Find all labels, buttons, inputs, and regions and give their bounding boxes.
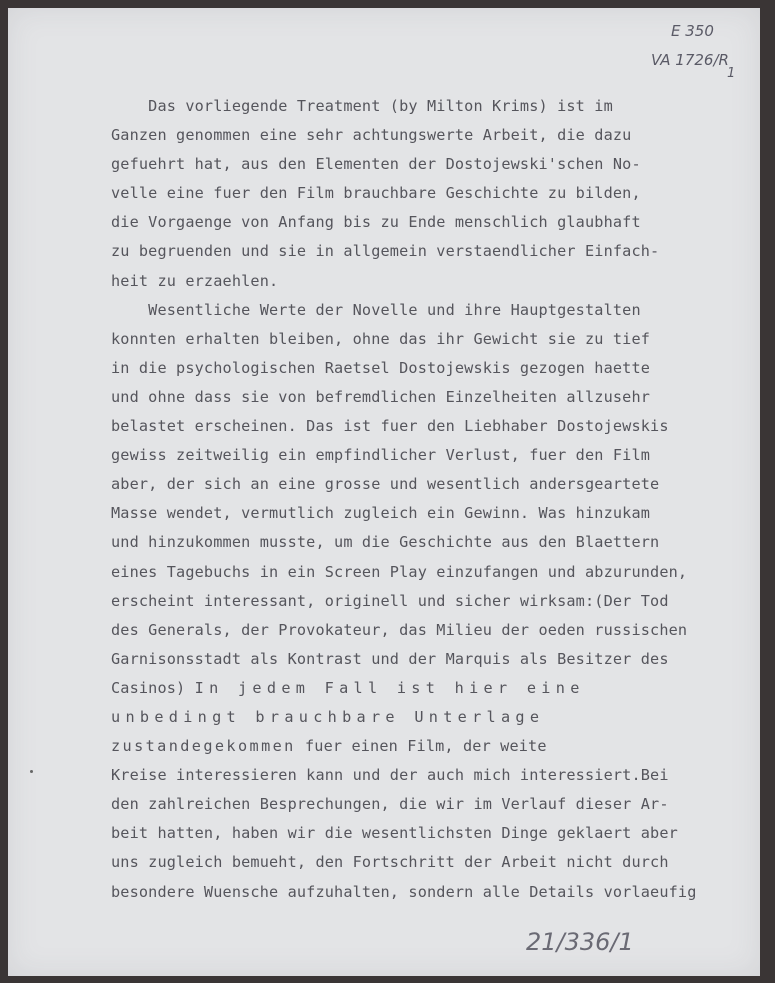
body-line: zu begruenden und sie in allgemein verstaendlicher Einfach- — [111, 242, 660, 261]
body-line: beit hatten, haben wir die wesentlichsten Dinge geklaert aber — [111, 824, 678, 843]
folio-annotation: 21/336/1 — [526, 928, 634, 956]
body-line: erscheint interessant, originell und sicher wirksam:(Der Tod — [111, 591, 669, 610]
body-line: velle eine fuer den Film brauchbare Geschichte zu bilden, — [111, 184, 641, 203]
document-page — [8, 8, 760, 976]
shelf-mark-annotation: VA 1726/R — [651, 51, 729, 69]
body-line: belastet erscheinen. Das ist fuer den Liebhaber Dostojewskis — [111, 417, 669, 436]
body-line: und hinzukommen musste, um die Geschichte aus den Blaettern — [111, 533, 660, 552]
body-line-part: Casinos) — [111, 678, 195, 697]
body-line — [111, 674, 751, 703]
body-line: eines Tagebuchs in ein Screen Play einzufangen und abzurunden, — [111, 562, 688, 581]
body-line — [111, 732, 751, 761]
archive-code-annotation: E 350 — [671, 22, 714, 40]
emphasized-text: In jedem Fall ist hier eine — [194, 678, 585, 697]
body-line: in die psychologischen Raetsel Dostojewskis gezogen haette — [111, 358, 651, 377]
body-line-part: fuer einen Film, der weite — [295, 737, 547, 756]
body-line: den zahlreichen Besprechungen, die wir im Verlauf dieser Ar- — [111, 795, 669, 814]
body-line: uns zugleich bemueht, den Fortschritt der Arbeit nicht durch — [111, 853, 669, 872]
shelf-sub-annotation: 1 — [727, 66, 736, 81]
body-line: die Vorgaenge von Anfang bis zu Ende menschlich glaubhaft — [111, 213, 641, 232]
body-line: heit zu erzaehlen. — [111, 271, 279, 290]
body-line: des Generals, der Provokateur, das Milieu der oeden russischen — [111, 620, 688, 639]
stray-mark — [30, 770, 33, 773]
body-line: besondere Wuensche aufzuhalten, sondern alle Details vorlaeufig — [111, 882, 697, 901]
body-line: gewiss zeitweilig ein empfindlicher Verlust, fuer den Film — [111, 446, 651, 465]
body-line: gefuehrt hat, aus den Elementen der Dostojewski'schen No- — [111, 155, 641, 174]
body-line: aber, der sich an eine grosse und wesentlich andersgeartete — [111, 475, 660, 494]
body-line: Wesentliche Werte der Novelle und ihre Hauptgestalten — [111, 300, 641, 319]
typewritten-body — [111, 92, 751, 907]
body-line: Kreise interessieren kann und der auch mich interessiert.Bei — [111, 766, 669, 785]
body-line: Das vorliegende Treatment (by Milton Krims) ist im — [111, 97, 613, 115]
body-line: Garnisonsstadt als Kontrast und der Marquis als Besitzer des — [111, 649, 669, 668]
body-line: konnten erhalten bleiben, ohne das ihr Gewicht sie zu tief — [111, 329, 651, 348]
body-line: und ohne dass sie von befremdlichen Einzelheiten allzusehr — [111, 387, 651, 406]
emphasized-text: zustandegekommen — [111, 737, 296, 756]
emphasized-line: unbedingt brauchbare Unterlage — [111, 707, 545, 726]
body-line: Ganzen genommen eine sehr achtungswerte Arbeit, die dazu — [111, 126, 632, 145]
body-line: Masse wendet, vermutlich zugleich ein Gewinn. Was hinzukam — [111, 504, 651, 523]
